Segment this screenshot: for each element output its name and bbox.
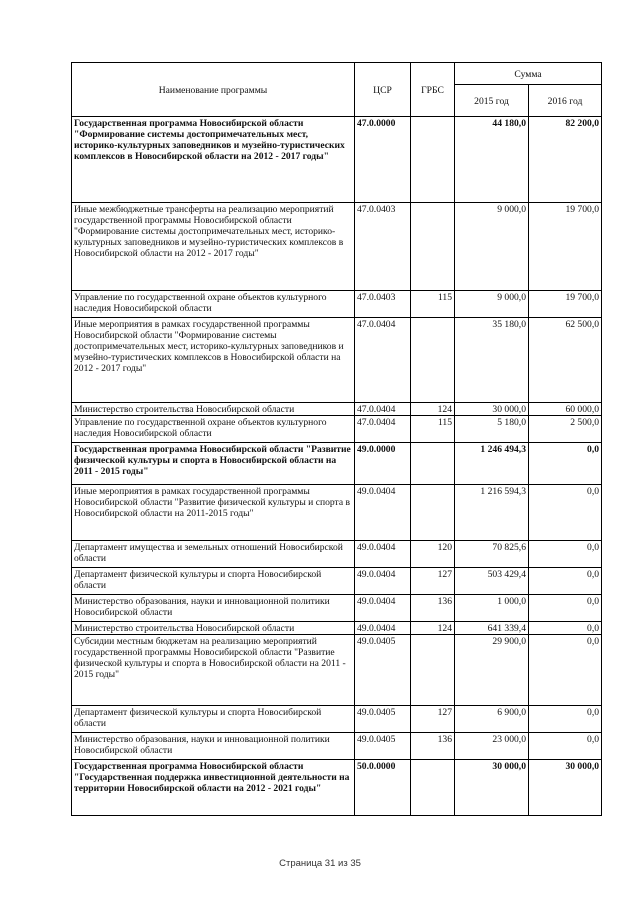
row-name: Департамент физической культуры и спорта Новосибирской области [72,568,355,595]
row-value-2015: 1 216 594,3 [455,485,529,541]
table-row [72,318,602,403]
row-name: Департамент физической культуры и спорта Новосибирской области [72,706,355,733]
row-value-2016: 30 000,0 [529,760,602,816]
row-csr: 47.0.0404 [355,403,411,416]
row-value-2015: 23 000,0 [455,733,529,760]
row-csr: 49.0.0000 [355,443,411,485]
row-value-2015: 30 000,0 [455,403,529,416]
row-value-2016: 0,0 [529,485,602,541]
table-row [72,635,602,706]
row-csr: 47.0.0403 [355,291,411,318]
row-value-2015: 641 339,4 [455,622,529,635]
row-grbs: 115 [411,291,455,318]
row-value-2016: 19 700,0 [529,203,602,291]
budget-table [71,62,602,816]
table-row [72,622,602,635]
row-value-2016: 60 000,0 [529,403,602,416]
row-csr: 49.0.0404 [355,541,411,568]
table-row [72,443,602,485]
row-grbs [411,635,455,706]
table-row [72,403,602,416]
row-value-2015: 35 180,0 [455,318,529,403]
header-name: Наименование программы [72,63,355,117]
header-2015: 2015 год [455,85,529,117]
row-csr: 47.0.0403 [355,203,411,291]
row-csr: 49.0.0404 [355,485,411,541]
header-csr: ЦСР [355,63,411,117]
page-number: Страница 31 из 35 [279,858,361,869]
row-name: Министерство образования, науки и инновационной политики Новосибирской области [72,595,355,622]
row-value-2016: 19 700,0 [529,291,602,318]
row-csr: 49.0.0405 [355,706,411,733]
table-row [72,541,602,568]
table-row [72,416,602,443]
table-row [72,203,602,291]
row-grbs: 124 [411,622,455,635]
row-value-2016: 0,0 [529,706,602,733]
row-value-2015: 5 180,0 [455,416,529,443]
row-value-2016: 82 200,0 [529,117,602,203]
row-grbs [411,318,455,403]
row-value-2016: 2 500,0 [529,416,602,443]
row-value-2015: 6 900,0 [455,706,529,733]
row-value-2016: 0,0 [529,443,602,485]
table-row [72,733,602,760]
header-2016: 2016 год [529,85,602,117]
row-value-2015: 9 000,0 [455,203,529,291]
row-name: Иные мероприятия в рамках государственной программы Новосибирской области "Развитие физической культуры и спорта в Новосибирской области на 2011-2015 годы" [72,485,355,541]
row-grbs: 136 [411,733,455,760]
row-name: Иные мероприятия в рамках государственной программы Новосибирской области "Формирование системы достопримечательных мест, историко-культурных заповедников и музейно-туристических комплексов в Новосибирской области на 2012 - 2017 годы" [72,318,355,403]
row-value-2016: 0,0 [529,635,602,706]
row-csr: 49.0.0404 [355,595,411,622]
header-sum: Сумма [455,63,602,85]
table-row [72,760,602,816]
row-grbs [411,203,455,291]
row-grbs: 124 [411,403,455,416]
row-csr: 50.0.0000 [355,760,411,816]
row-value-2016: 62 500,0 [529,318,602,403]
table-row [72,291,602,318]
row-csr: 47.0.0000 [355,117,411,203]
header-grbs: ГРБС [411,63,455,117]
row-value-2015: 503 429,4 [455,568,529,595]
row-csr: 47.0.0404 [355,318,411,403]
table-row [72,117,602,203]
row-grbs: 136 [411,595,455,622]
row-name: Государственная программа Новосибирской области "Развитие физической культуры и спорта в Новосибирской области на 2011 - 2015 годы" [72,443,355,485]
row-grbs: 127 [411,568,455,595]
row-grbs [411,117,455,203]
row-name: Министерство строительства Новосибирской области [72,403,355,416]
row-value-2015: 1 000,0 [455,595,529,622]
table-row [72,595,602,622]
row-name: Министерство строительства Новосибирской области [72,622,355,635]
row-value-2016: 0,0 [529,568,602,595]
row-grbs: 115 [411,416,455,443]
row-value-2015: 44 180,0 [455,117,529,203]
row-value-2016: 0,0 [529,622,602,635]
row-name: Государственная программа Новосибирской области "Формирование системы достопримечательных мест, историко-культурных заповедников и музейно-туристических комплексов в Новосибирской области на 2012 - 2017 годы" [72,117,355,203]
row-value-2015: 30 000,0 [455,760,529,816]
row-name: Государственная программа Новосибирской области "Государственная поддержка инвестиционной деятельности на территории Новосибирской области на 2012 - 2021 годы" [72,760,355,816]
row-name: Субсидии местным бюджетам на реализацию мероприятий государственной программы Новосибирской области "Развитие физической культуры и спорта в Новосибирской области на 2011 - 2015 годы" [72,635,355,706]
row-value-2016: 0,0 [529,541,602,568]
row-grbs [411,760,455,816]
row-value-2015: 70 825,6 [455,541,529,568]
row-csr: 47.0.0404 [355,416,411,443]
row-csr: 49.0.0404 [355,622,411,635]
row-value-2015: 29 900,0 [455,635,529,706]
row-name: Управление по государственной охране объектов культурного наследия Новосибирской области [72,291,355,318]
row-value-2015: 1 246 494,3 [455,443,529,485]
table-row [72,568,602,595]
row-value-2016: 0,0 [529,733,602,760]
row-value-2015: 9 000,0 [455,291,529,318]
table-row [72,485,602,541]
table-row [72,706,602,733]
row-name: Иные межбюджетные трансферты на реализацию мероприятий государственной программы Новосибирской области "Формирование системы достопримечательных мест, историко-культурных заповедников и музейно-туристических комплексов в Новосибирской области на 2012 - 2017 годы" [72,203,355,291]
row-name: Департамент имущества и земельных отношений Новосибирской области [72,541,355,568]
row-grbs [411,485,455,541]
row-grbs: 120 [411,541,455,568]
row-grbs: 127 [411,706,455,733]
row-csr: 49.0.0405 [355,635,411,706]
row-name: Министерство образования, науки и инновационной политики Новосибирской области [72,733,355,760]
row-name: Управление по государственной охране объектов культурного наследия Новосибирской области [72,416,355,443]
row-csr: 49.0.0405 [355,733,411,760]
row-value-2016: 0,0 [529,595,602,622]
row-grbs [411,443,455,485]
row-csr: 49.0.0404 [355,568,411,595]
